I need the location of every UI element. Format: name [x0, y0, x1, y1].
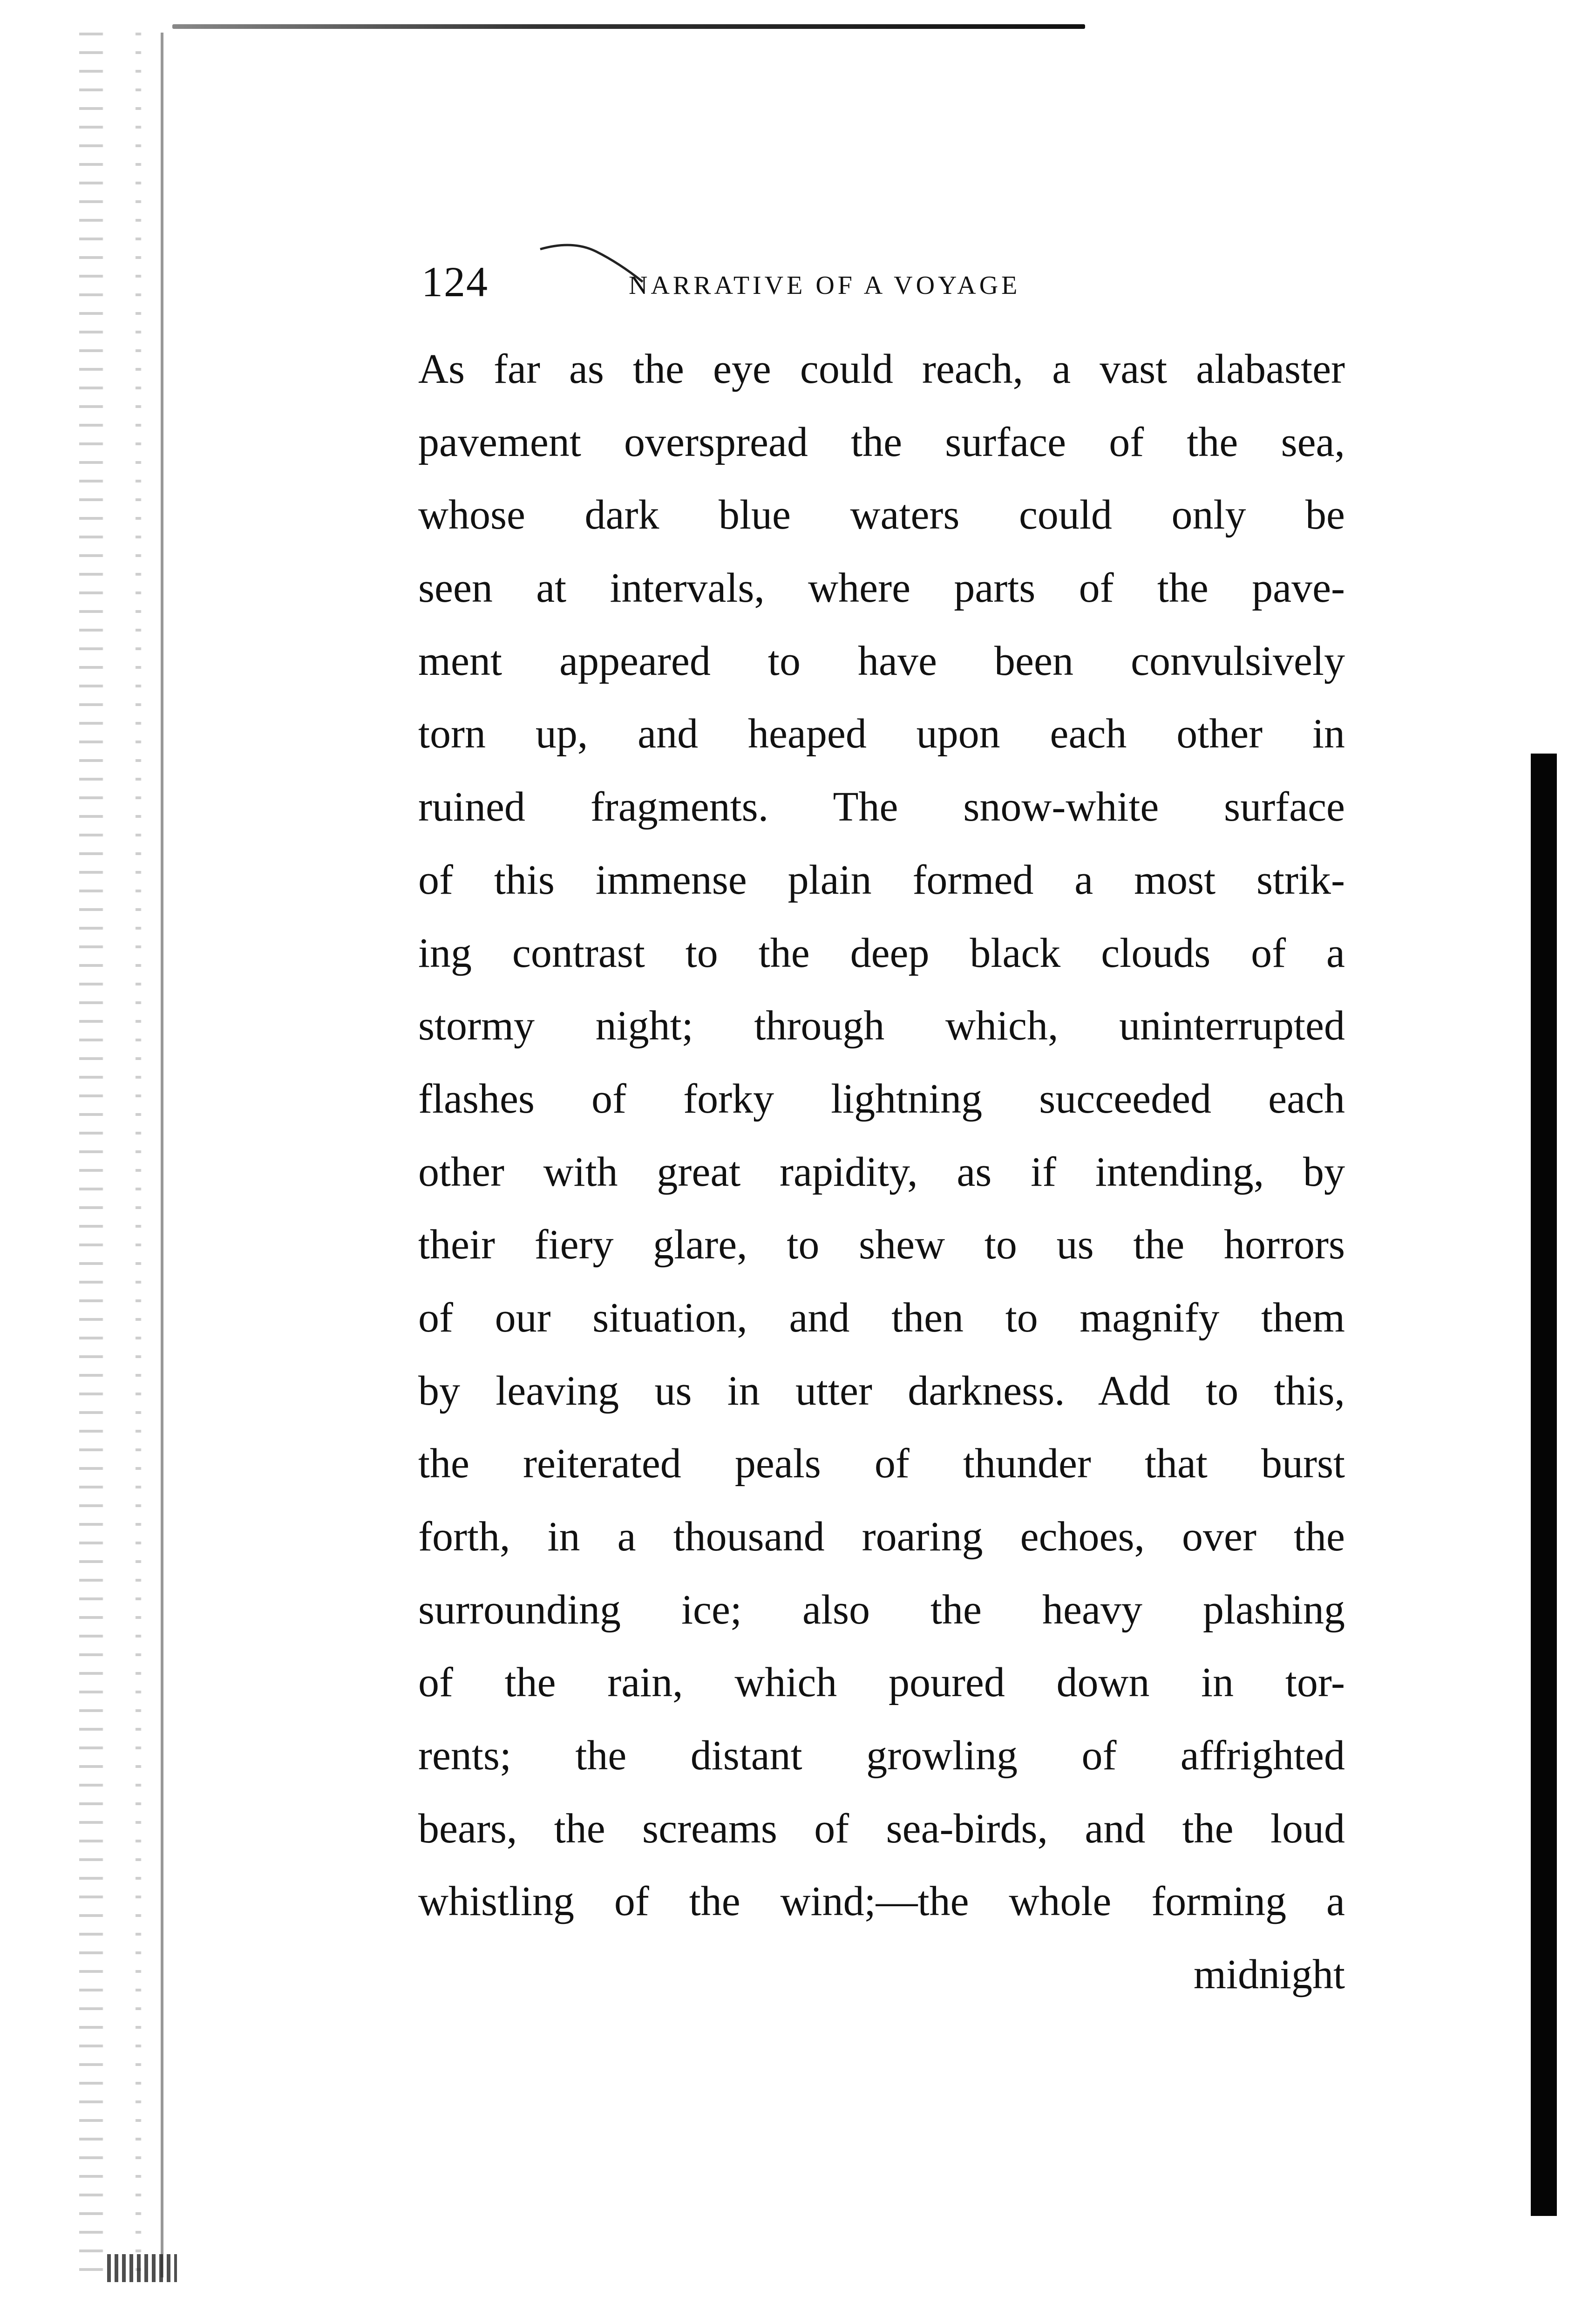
text-line: stormy night; through which, uninterrupted: [418, 1003, 1345, 1049]
text-line: whose dark blue waters could only be: [418, 492, 1345, 538]
text-line: pavement overspread the surface of the sea,: [418, 419, 1345, 465]
page-header: [417, 254, 1209, 310]
body-text: [418, 333, 1345, 2011]
text-line: bears, the screams of sea-birds, and the loud: [418, 1805, 1345, 1852]
catchword: midnight: [1193, 1951, 1345, 1998]
scan-binding-corner: [107, 2254, 177, 2282]
text-line: flashes of forky lightning succeeded each: [418, 1075, 1345, 1122]
page-number: 124: [421, 258, 489, 306]
text-line: the reiterated peals of thunder that burst: [418, 1441, 1345, 1487]
text-line: their fiery glare, to shew to us the horrors: [418, 1222, 1345, 1268]
text-line: forth, in a thousand roaring echoes, over the: [418, 1514, 1345, 1560]
text-line: whistling of the wind;—the whole forming a: [418, 1878, 1345, 1925]
text-line: ing contrast to the deep black clouds of a: [418, 930, 1345, 976]
text-line: other with great rapidity, as if intending, by: [418, 1148, 1345, 1195]
running-head: NARRATIVE OF A VOYAGE: [629, 271, 1021, 300]
text-line: of our situation, and then to magnify them: [418, 1294, 1345, 1341]
text-line: of this immense plain formed a most strik-: [418, 856, 1345, 903]
scan-binding-shadow: [79, 33, 172, 2287]
text-line: by leaving us in utter darkness. Add to this,: [418, 1367, 1345, 1414]
text-line: ruined fragments. The snow-white surface: [418, 784, 1345, 830]
text-line: seen at intervals, where parts of the pave-: [418, 565, 1345, 612]
text-line: torn up, and heaped upon each other in: [418, 711, 1345, 757]
text-line: rents; the distant growling of affrighted: [418, 1733, 1345, 1779]
scan-top-edge: [172, 24, 1085, 29]
text-line: of the rain, which poured down in tor-: [418, 1659, 1345, 1706]
text-line: surrounding ice; also the heavy plashing: [418, 1586, 1345, 1633]
scan-binding-line: [161, 33, 163, 2277]
scan-right-edge-bar: [1531, 754, 1557, 2216]
text-line: ment appeared to have been convulsively: [418, 638, 1345, 684]
text-line: As far as the eye could reach, a vast alabaster: [418, 346, 1345, 392]
